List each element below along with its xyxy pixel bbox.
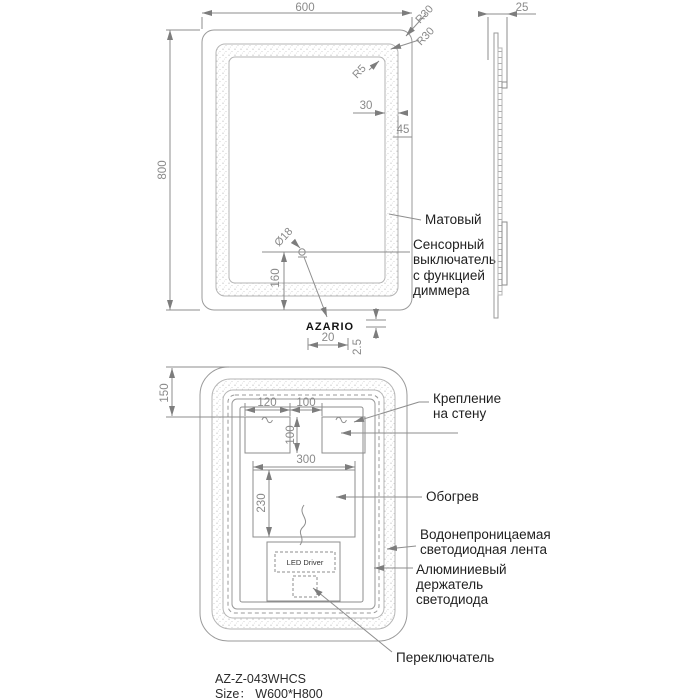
sensor-label-group bbox=[413, 237, 496, 298]
size-text: Size： W600*H800 bbox=[215, 687, 323, 700]
dim-text-230: 230 bbox=[256, 493, 268, 513]
dim-text-600: 600 bbox=[295, 2, 315, 14]
logo-group bbox=[306, 308, 386, 355]
dim-text-100-gap: 100 bbox=[296, 397, 316, 409]
dim-text-800: 800 bbox=[157, 160, 169, 180]
radius-band-text: R30 bbox=[414, 25, 437, 49]
holder-label-line2: держатель bbox=[416, 577, 484, 592]
dim-text-2-5: 2.5 bbox=[352, 339, 364, 355]
mirror-glass-side bbox=[494, 33, 498, 318]
dim-text-45: 45 bbox=[396, 124, 410, 136]
radius-inner-text: R5 bbox=[350, 62, 369, 82]
dim-thickness-25 bbox=[480, 2, 536, 88]
matte-label-group bbox=[389, 212, 482, 227]
back-view bbox=[159, 367, 551, 665]
led-strip-label-group bbox=[387, 527, 551, 557]
sensor-label-line3: с функцией bbox=[413, 268, 485, 283]
dim-text-120: 120 bbox=[257, 397, 277, 409]
model-number: AZ-Z-043WHCS bbox=[215, 672, 306, 686]
sensor-diameter-text: Ø18 bbox=[272, 225, 296, 250]
sensor-label-line2: выключатель bbox=[413, 252, 496, 267]
led-driver-label: LED Driver bbox=[286, 558, 324, 567]
mount-label-line1: Крепление bbox=[433, 391, 502, 406]
front-view bbox=[157, 2, 496, 355]
azario-logo: AZARIO bbox=[305, 321, 355, 333]
frosted-band-inner bbox=[229, 57, 385, 283]
mount-label-line2: на стену bbox=[433, 406, 487, 421]
dim-text-30: 30 bbox=[359, 100, 373, 112]
holder-label-line3: светодиода bbox=[416, 592, 489, 607]
strip-label-line1: Водонепроницаемая bbox=[420, 527, 551, 542]
sensor-label-line4: диммера bbox=[413, 283, 470, 298]
title-block bbox=[215, 672, 323, 700]
holder-label-line1: Алюминиевый bbox=[416, 562, 507, 577]
matte-label: Матовый bbox=[425, 212, 482, 227]
dim-text-160: 160 bbox=[270, 268, 282, 288]
dim-text-100-height: 100 bbox=[285, 425, 297, 445]
heater-label: Обогрев bbox=[426, 489, 479, 504]
switch-label: Переключатель bbox=[396, 650, 495, 665]
dim-text-300: 300 bbox=[296, 454, 316, 466]
frosted-band-back-inner bbox=[223, 390, 384, 618]
dim-text-150: 150 bbox=[159, 383, 171, 403]
dim-height-800 bbox=[157, 30, 200, 310]
dim-text-20: 20 bbox=[321, 332, 335, 344]
sensor-label-line1: Сенсорный bbox=[413, 237, 485, 252]
top-bracket-side bbox=[502, 82, 507, 88]
dim-text-25: 25 bbox=[515, 2, 529, 14]
strip-label-line2: светодиодная лента bbox=[420, 542, 547, 557]
side-view bbox=[480, 2, 536, 318]
dim-width-600 bbox=[202, 2, 412, 29]
radius-outer-text: R30 bbox=[413, 3, 436, 27]
lower-bracket-side bbox=[502, 222, 507, 285]
